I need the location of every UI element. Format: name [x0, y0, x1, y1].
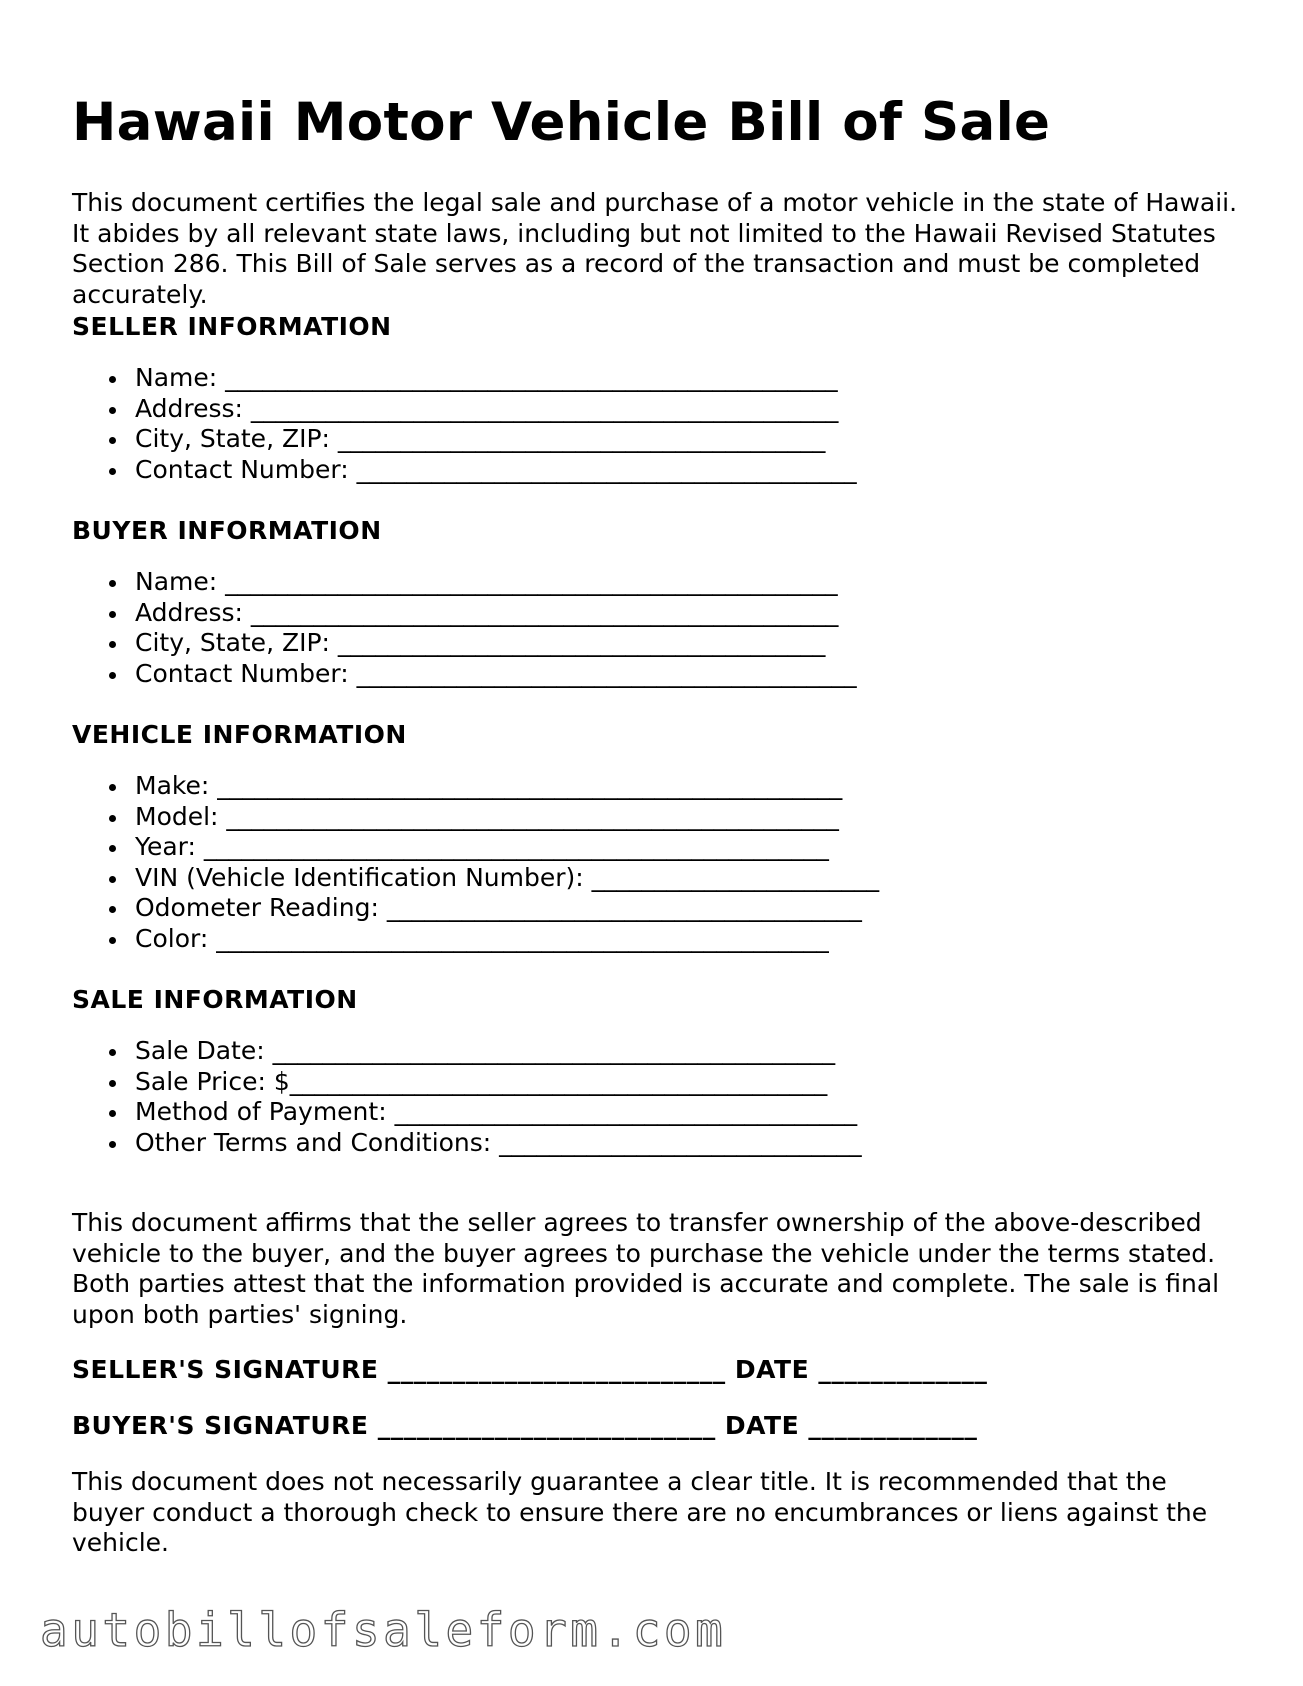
buyer-contact-number-field: Contact Number: ________________________________________	[72, 659, 857, 690]
vehicle-make-field: Make: __________________________________________________	[72, 771, 879, 802]
sale-section-heading: SALE INFORMATION	[72, 985, 358, 1014]
seller-city-state-zip-field: City, State, ZIP: _______________________________________	[72, 424, 857, 455]
buyer-address-field: Address: _______________________________________________	[72, 598, 857, 629]
buyer-signature-line: BUYER'S SIGNATURE __________________________ DATE _____________	[72, 1411, 978, 1440]
buyer-section-heading: BUYER INFORMATION	[72, 516, 382, 545]
vehicle-color-field: Color: _________________________________________________	[72, 924, 879, 955]
seller-signature-line: SELLER'S SIGNATURE __________________________ DATE _____________	[72, 1355, 988, 1384]
sale-price-field: Sale Price: $___________________________________________	[72, 1067, 862, 1098]
vehicle-section-heading: VEHICLE INFORMATION	[72, 720, 407, 749]
vehicle-fields-list	[72, 771, 879, 954]
website-watermark: autobillofsaleform.com	[40, 1603, 727, 1657]
sale-fields-list	[72, 1036, 862, 1158]
affirmation-paragraph: This document affirms that the seller agrees to transfer ownership of the above-described vehicle to the buyer, and the buyer agrees to purchase the vehicle under the terms stated. Both parties attest that the information provided is accurate and complete. The sale is final upon both parties' signing.	[72, 1208, 1220, 1329]
seller-contact-number-field: Contact Number: ________________________________________	[72, 455, 857, 486]
seller-address-field: Address: _______________________________________________	[72, 394, 857, 425]
disclaimer-paragraph: This document does not necessarily guarantee a clear title. It is recommended that the buyer conduct a thorough check to ensure there are no encumbrances or liens against the vehicle.	[72, 1467, 1208, 1557]
sale-payment-method-field: Method of Payment: _____________________________________	[72, 1097, 862, 1128]
seller-section-heading: SELLER INFORMATION	[72, 312, 392, 341]
vehicle-year-field: Year: __________________________________________________	[72, 832, 879, 863]
buyer-city-state-zip-field: City, State, ZIP: _______________________________________	[72, 628, 857, 659]
document-title: Hawaii Motor Vehicle Bill of Sale	[72, 92, 1051, 153]
intro-paragraph: This document certifies the legal sale and purchase of a motor vehicle in the state of Hawaii. It abides by all relevant state laws, including but not limited to the Hawaii Revised Statutes Section 286. This Bill of Sale serves as a record of the transaction and must be completed accurately.	[72, 188, 1238, 309]
buyer-name-field: Name: _________________________________________________	[72, 567, 857, 598]
seller-name-field: Name: _________________________________________________	[72, 363, 857, 394]
vehicle-vin-field: VIN (Vehicle Identification Number): _______________________	[72, 863, 879, 894]
sale-date-field: Sale Date: _____________________________________________	[72, 1036, 862, 1067]
vehicle-odometer-field: Odometer Reading: ______________________________________	[72, 893, 879, 924]
buyer-fields-list	[72, 567, 857, 689]
seller-fields-list	[72, 363, 857, 485]
sale-other-terms-field: Other Terms and Conditions: _____________________________	[72, 1128, 862, 1159]
vehicle-model-field: Model: _________________________________________________	[72, 802, 879, 833]
